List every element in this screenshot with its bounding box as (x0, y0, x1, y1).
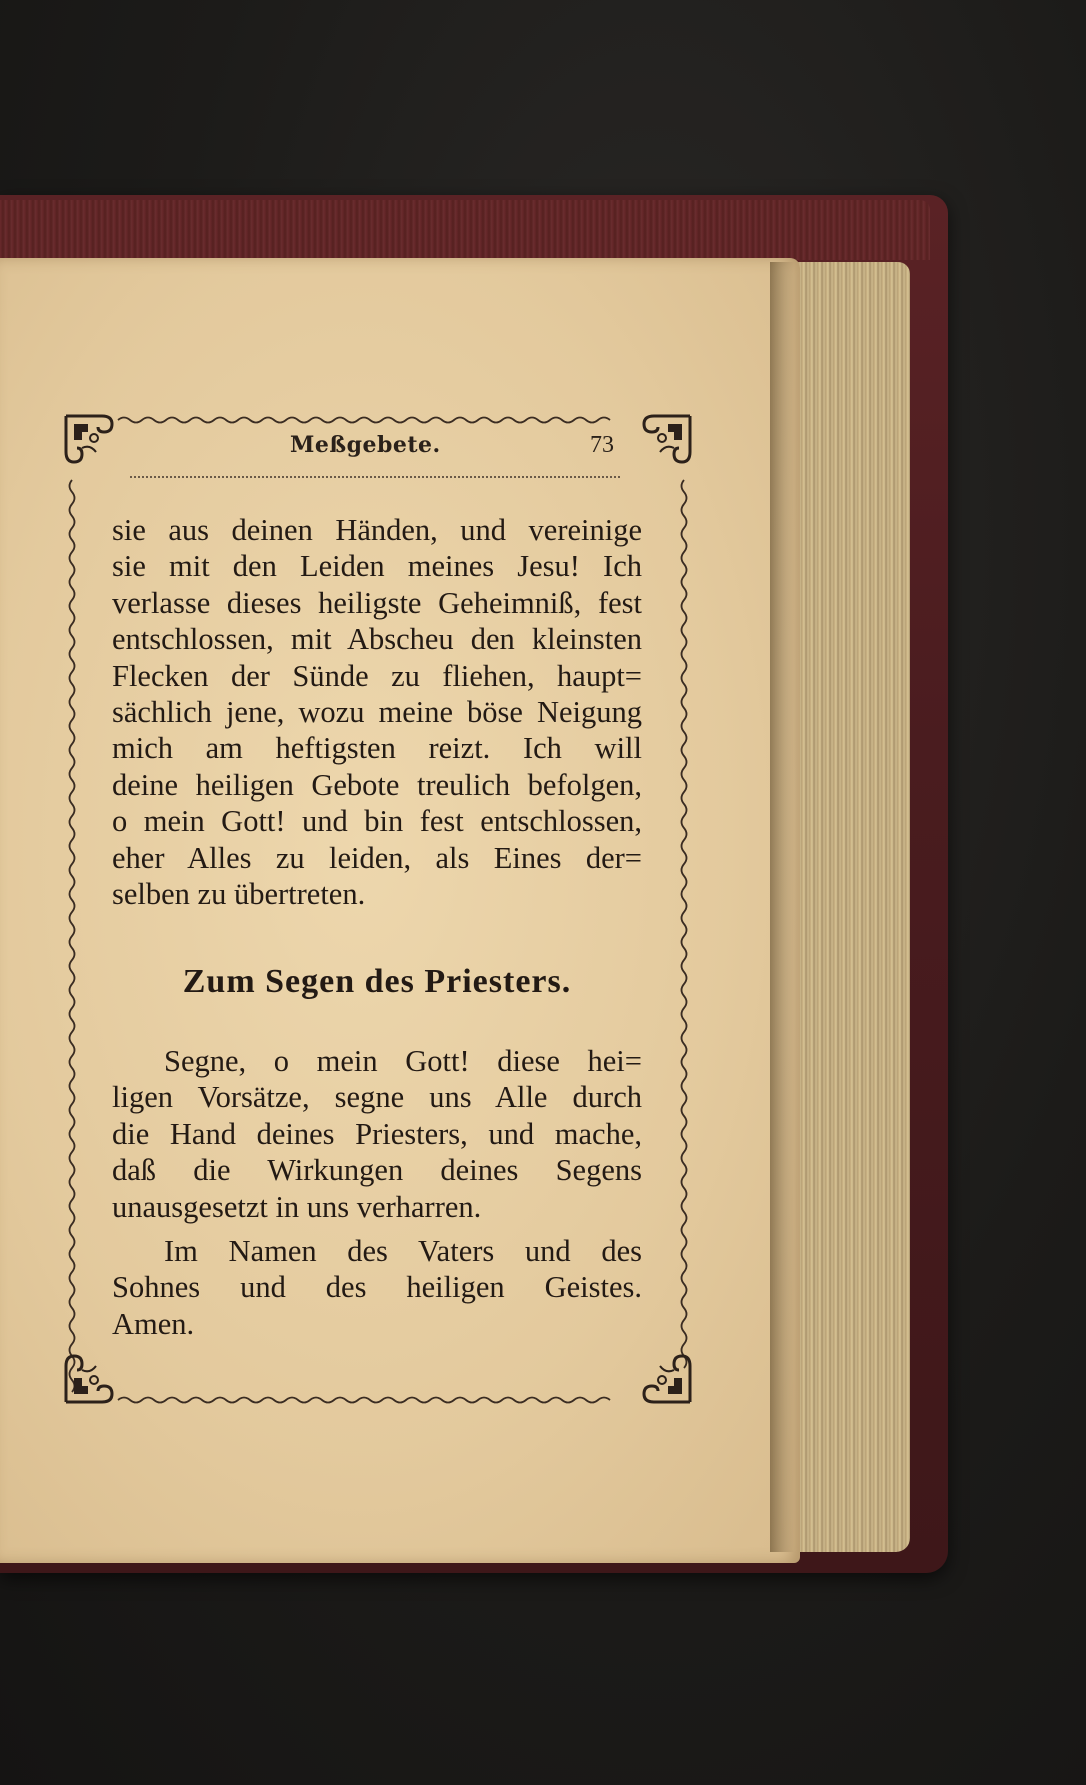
text-line: o mein Gott! und bin fest entschlossen, (112, 804, 642, 839)
page-gutter-shadow (770, 262, 794, 1552)
corner-ornament-top-left (60, 408, 132, 480)
corner-ornament-bottom-left (60, 1338, 132, 1410)
text-line: unausgesetzt in uns verharren. (112, 1189, 482, 1224)
text-line: Im Namen des Vaters und des (164, 1234, 642, 1268)
text-line: ligen Vorsätze, segne uns Alle durch (112, 1080, 642, 1115)
text-line: die Hand deines Priesters, und mache, (112, 1116, 642, 1151)
text-line: sie aus deinen Händen, und vereinige (112, 513, 642, 547)
text-line: Flecken der Sünde zu fliehen, haupt= (112, 658, 642, 693)
text-line: verlasse dieses heiligste Geheimniß, fest (112, 585, 642, 620)
text-line: Segne, o mein Gott! diese hei= (164, 1044, 642, 1078)
text-line: sächlich jene, wozu meine böse Neigung (112, 695, 642, 730)
paragraph-2 (112, 1043, 642, 1225)
text-line: entschlossen, mit Abscheu den kleinsten (112, 622, 642, 657)
corner-ornament-top-right (624, 408, 696, 480)
text-line: mich am heftigsten reizt. Ich will (112, 731, 642, 766)
paragraph-1 (112, 512, 642, 912)
section-heading: Zum Segen des Priesters. (182, 963, 572, 1000)
running-title: Meßgebete. (290, 432, 441, 458)
page-number: 73 (590, 432, 614, 458)
text-line: eher Alles zu leiden, als Eines der= (112, 840, 642, 875)
text-line: selben zu übertreten. (112, 877, 366, 912)
paragraph-3 (112, 1233, 642, 1342)
text-line: Sohnes und des heiligen Geistes. (112, 1270, 642, 1305)
book-cover-edge (0, 200, 930, 260)
running-head-rule (130, 476, 620, 478)
corner-ornament-bottom-right (624, 1338, 696, 1410)
text-line: deine heiligen Gebote treulich befolgen, (112, 767, 642, 802)
text-line: sie mit den Leiden meines Jesu! Ich (112, 549, 642, 584)
running-head (130, 432, 620, 468)
text-line: Amen. (112, 1306, 195, 1341)
text-line: daß die Wirkungen deines Segens (112, 1153, 642, 1188)
